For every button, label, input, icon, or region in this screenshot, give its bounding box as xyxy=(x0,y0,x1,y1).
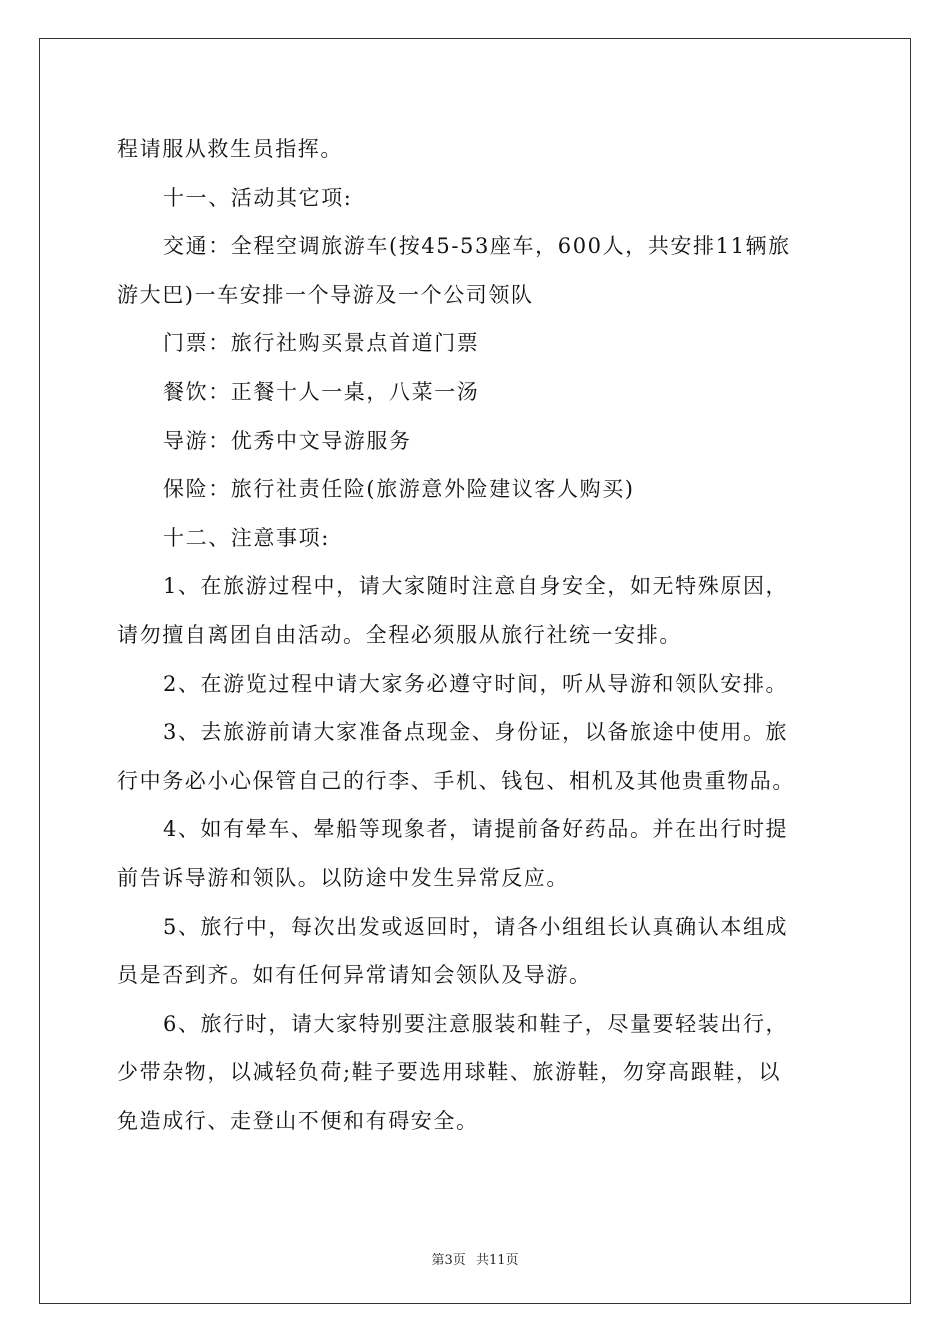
text-line: 交通：全程空调旅游车(按45-53座车，600人，共安排11辆旅 xyxy=(163,234,791,259)
section-heading: 十一、活动其它项: xyxy=(163,185,353,210)
text-line: 1、在旅游过程中，请大家随时注意自身安全，如无特殊原因， xyxy=(163,574,789,599)
text-line: 免造成行、走登山不便和有碍安全。 xyxy=(117,1108,479,1133)
section-heading: 十二、注意事项: xyxy=(163,525,330,550)
text-line: 少带杂物，以减轻负荷;鞋子要选用球鞋、旅游鞋，勿穿高跟鞋，以 xyxy=(117,1060,782,1085)
text-line: 程请服从救生员指挥。 xyxy=(117,137,343,161)
page-footer xyxy=(0,1249,950,1268)
text-line: 行中务必小心保管自己的行李、手机、钱包、相机及其他贵重物品。 xyxy=(117,768,795,793)
page-total: 共11页 xyxy=(475,1253,519,1268)
text-line: 4、如有晕车、晕船等现象者，请提前备好药品。并在出行时提 xyxy=(163,817,789,842)
page-number: 第3页 xyxy=(431,1253,466,1268)
text-line: 请勿擅自离团自由活动。全程必须服从旅行社统一安排。 xyxy=(117,622,682,647)
text-line: 门票：旅行社购买景点首道门票 xyxy=(163,331,480,356)
text-line: 员是否到齐。如有任何异常请知会领队及导游。 xyxy=(117,963,592,988)
text-line: 5、旅行中，每次出发或返回时，请各小组组长认真确认本组成 xyxy=(163,914,789,939)
text-line: 6、旅行时，请大家特别要注意服装和鞋子，尽量要轻装出行， xyxy=(163,1011,789,1036)
document-body xyxy=(117,125,837,1145)
text-line: 餐饮：正餐十人一桌，八菜一汤 xyxy=(163,379,480,404)
text-line: 游大巴)一车安排一个导游及一个公司领队 xyxy=(117,282,534,307)
text-line: 前告诉导游和领队。以防途中发生异常反应。 xyxy=(117,865,569,890)
text-line: 导游：优秀中文导游服务 xyxy=(163,428,412,453)
text-line: 3、去旅游前请大家准备点现金、身份证，以备旅途中使用。旅 xyxy=(163,720,789,745)
text-line: 保险：旅行社责任险(旅游意外险建议客人购买) xyxy=(163,477,635,502)
text-line: 2、在游览过程中请大家务必遵守时间，听从导游和领队安排。 xyxy=(163,671,789,696)
